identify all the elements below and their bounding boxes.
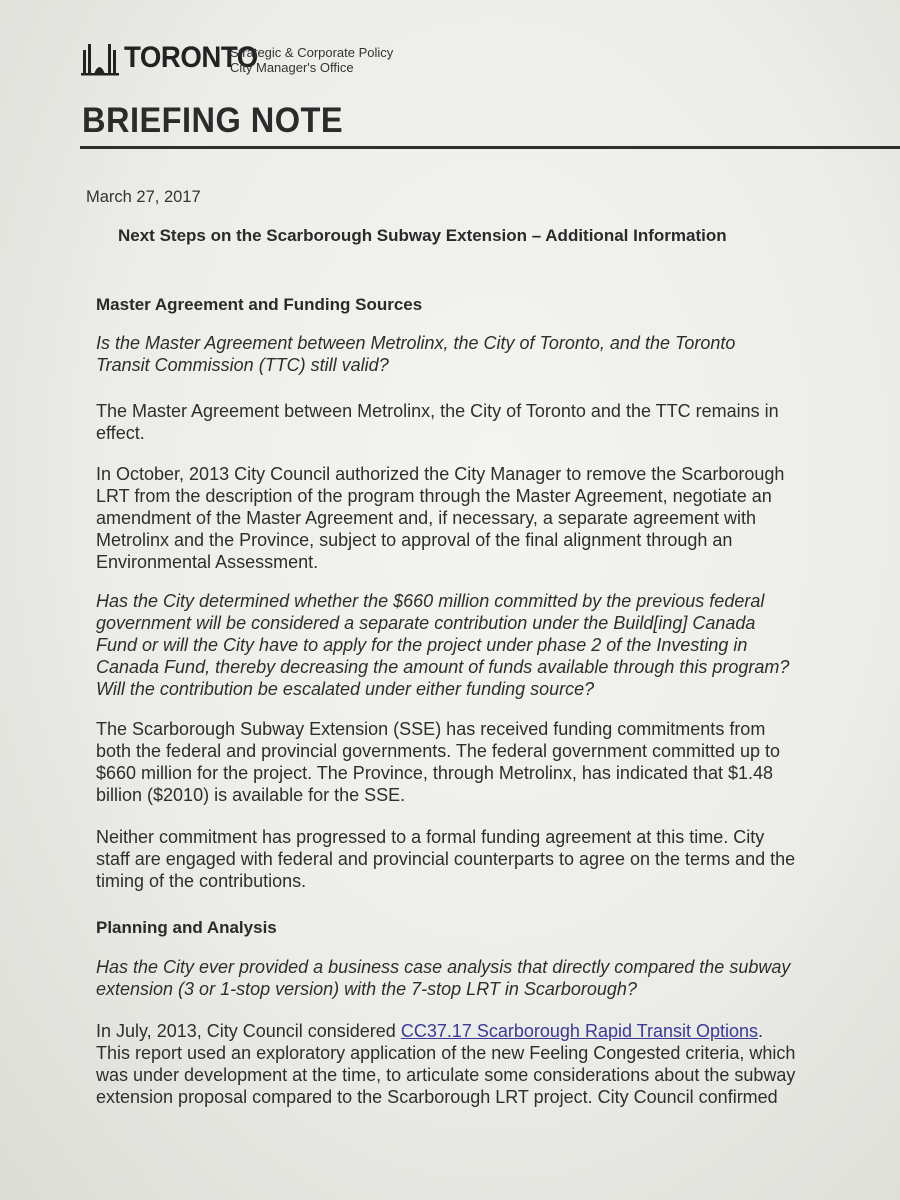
question-master-agreement: Is the Master Agreement between Metrolinx, the City of Toronto, and the Toronto Transit Commission (TTC) still valid?: [96, 333, 736, 375]
answer-business-case-prefix: In July, 2013, City Council considered: [96, 1021, 401, 1041]
department-line-2: City Manager's Office: [230, 60, 354, 75]
note-date: March 27, 2017: [86, 188, 201, 206]
cc37-17-report-link[interactable]: CC37.17 Scarborough Rapid Transit Options: [400, 1021, 759, 1041]
answer-council-authorization: In October, 2013 City Council authorized the City Manager to remove the Scarborough LRT from the description of the program through the Master Agreement, negotiate an amendment of the Master Agreement and, if necessary, a separate agreement with Metrolinx and the Province, subject to approval of the final alignment through an Environmental Assessment.: [96, 464, 785, 572]
answer-funding-agreement-status: Neither commitment has progressed to a formal funding agreement at this time. City staff are engaged with federal and provincial counterparts to agree on the terms and the timing of the contributions.: [96, 827, 796, 891]
answer-master-agreement: The Master Agreement between Metrolinx, the City of Toronto and the TTC remains in effect.: [96, 401, 779, 443]
logo-text: TORONTO: [124, 41, 258, 74]
answer-business-case-rest: . This report used an exploratory application of the new Feeling Congested criteria, which was under development at the time, to articulate some considerations about the subway extension proposal compared to the Scarborough LRT project. City Council confirmed: [96, 1021, 796, 1107]
section-heading-planning: Planning and Analysis: [96, 918, 277, 937]
doc-type-title: BRIEFING NOTE: [82, 101, 344, 140]
city-hall-icon: [80, 40, 120, 76]
header-divider: [80, 146, 900, 149]
department-line-1: Strategic & Corporate Policy: [230, 45, 394, 60]
question-federal-funding: Has the City determined whether the $660 million committed by the previous federal government will be considered a separate contribution under the Build[ing] Canada Fund or will the City have to apply for the project under phase 2 of the Investing in Canada Fund, thereby decreasing the amount of funds available through this program? Will the contribution be escalated under either funding source?: [96, 591, 790, 699]
section-heading-funding: Master Agreement and Funding Sources: [96, 295, 423, 314]
note-subject: Next Steps on the Scarborough Subway Extension – Additional Information: [118, 226, 727, 245]
department: [230, 45, 393, 75]
question-business-case: Has the City ever provided a business case analysis that directly compared the subway extension (3 or 1-stop version) with the 7-stop LRT in Scarborough?: [96, 957, 791, 999]
answer-business-case: [96, 1020, 896, 1108]
answer-funding-commitments: The Scarborough Subway Extension (SSE) has received funding commitments from both the federal and provincial governments. The federal government committed up to $660 million for the project. The Province, through Metrolinx, has indicated that $1.48 billion ($2010) is available for the SSE.: [96, 719, 781, 805]
